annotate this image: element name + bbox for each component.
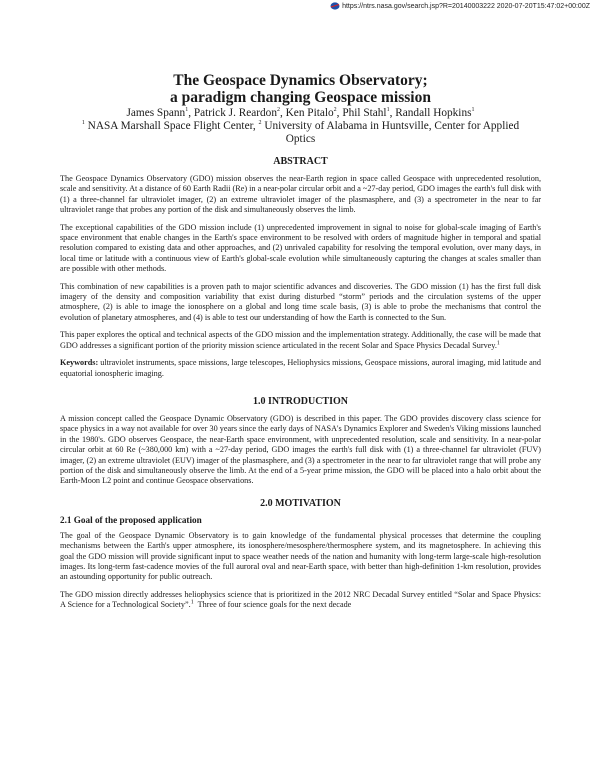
author-affil-mark: 1 [185, 107, 189, 114]
abstract-heading: ABSTRACT [273, 156, 328, 167]
paper-body [60, 72, 541, 611]
abstract-paragraph: This combination of new capabilities is a proven path to major scientific advances and discoveries. The GDO mission (1) has the first full disk imagery of the density and composition variability that exist during disturbed “storm” periods and the circulation systems of the upper atmosphere, (2) is able to image the ionosphere on a global and long time scale basis, (3) is able to probe the mechanisms that control the evolution of planetary atmospheres, and (4) is able to test our understanding of how the Earth is connected to the Sun. [60, 281, 541, 322]
motivation-p2-cont: Three of four science goals for the next decade [197, 600, 352, 610]
motivation-heading: 2.0 MOTIVATION [260, 497, 341, 509]
author-affil-mark: 1 [386, 107, 390, 114]
abstract-paragraph: The exceptional capabilities of the GDO mission include (1) unprecedented improvement in signal to noise for global-scale imaging of Earth's space environment that enable changes in the Earth's space environment to be resolved with orders of magnitude higher in temporal and spatial resolution compared to existing data and other approaches, and (2) unrivaled capability for resolving the temporal evolution, over many days, in local time or latitude with a continuous view of Earth's global-scale evolution while simultaneously capturing the changes at scales smaller than are possible with other methods. [60, 222, 541, 274]
intro-paragraph: A mission concept called the Geospace Dynamic Observatory (GDO) is described in this paper. The GDO provides discovery class science for space physics in a way not available for over 30 years since the early days of NASA's Dynamics Explorer and Sweden's Viking missions launched in the 1980's. GDO observes Geospace, the near-Earth space environment, with unprecedented resolution, scale and sensitivity. In a near-polar circular orbit at 60 Re (~380,000 km) with a ~27-day period, GDO images the earth's full disk with (1) a three-channel far ultraviolet (FUV) imager, (2) an extreme ultraviolet (EUV) imager of the plasmasphere, and (3) a spectrometer in the near to far ultraviolet range that will probe any portion of the disk and simultaneously observe the limb. At the end of a 5-year prime mission, the GDO will be placed into a halo orbit about the Earth-Moon L2 point and continue Geospace observations. [60, 413, 541, 486]
ntrs-url-text[interactable]: https://ntrs.nasa.gov/search.jsp?R=20140003222 2020-07-20T15:47:02+00:00Z [342, 2, 590, 10]
intro-heading: 1.0 INTRODUCTION [252, 395, 348, 407]
author-name: Phil Stahl [342, 107, 387, 119]
motivation-p2-text: The GDO mission directly addresses heliophysics science that is prioritized in the 2012 NRC Decadal Survey entitled “Solar and Space Physics: A Science for a Technological Society”. [60, 589, 541, 610]
ntrs-stamp [330, 2, 590, 10]
author-list: James Spann$^1$, Patrick J. Reardon$^2$, Ken Pitalo$^2$, Phil Stahl$^1$, Randall Hopkins$^1$ [126, 107, 475, 119]
author-affil-mark: 1 [471, 107, 475, 114]
affil-org: NASA Marshall Space Flight Center, [87, 120, 256, 132]
affiliations [60, 120, 541, 146]
abstract-p4-text: This paper explores the optical and technical aspects of the GDO mission and the implementation strategy. Additionally, the case will be made that GDO addresses a significant portion of the priority mission science articulated in the recent Solar and Space Physics Decadal Survey. [60, 330, 541, 350]
subsection-heading: 2.1 Goal of the proposed application [60, 514, 202, 525]
affil-org-cont: Optics [285, 133, 316, 145]
abstract-paragraph [60, 330, 541, 351]
keywords-label: Keywords: [60, 358, 99, 368]
reference-mark: 1 [190, 599, 194, 606]
author-name: Ken Pitalo [285, 107, 334, 119]
motivation-paragraph: The goal of the Geospace Dynamic Observatory is to gain knowledge of the fundamental physical processes that determine the coupling mechanisms between the Earth's upper atmosphere, its ionosphere/mesosphere/thermosphere system, and its magnetosphere. In achieving this goal the GDO mission will provide significant input to space weather needs of the nation and humanity with long-term large-scale high-resolution images. Its long-term fast-cadence movies of the full auroral oval and near-Earth space, with better than high-definition 1-km resolution, provides an astounding opportunity for public outreach. [60, 530, 541, 582]
affil-mark: 1 [81, 120, 85, 127]
reference-mark: 1 [496, 339, 500, 346]
paper-title [60, 72, 541, 106]
affil-mark: 2 [258, 120, 262, 127]
keywords [60, 358, 541, 379]
title-line-1: The Geospace Dynamics Observatory; [173, 72, 428, 89]
title-line-2: a paradigm changing Geospace mission [170, 89, 431, 106]
author-name: Randall Hopkins [395, 107, 472, 119]
author-name: James Spann [126, 107, 186, 119]
abstract-paragraph: The Geospace Dynamics Observatory (GDO) mission observes the near-Earth region in space called Geospace with unprecedented resolution, scale and sensitivity. At a distance of 60 Earth Radii (Re) in a near-polar circular orbit and a ~27-day period, GDO images the earth's full disk with (1) a three-channel far ultraviolet imager, (2) an extreme ultraviolet imager of the plasmasphere, and (3) a spectrometer in the near to far ultraviolet range that probes any portion of the disk and simultaneously observes the limb. [60, 174, 541, 215]
author-affil-mark: 2 [276, 107, 280, 114]
motivation-paragraph [60, 590, 541, 611]
author-affil-mark: 2 [333, 107, 337, 114]
affil-org: University of Alabama in Huntsville, Center for Applied [264, 120, 520, 132]
author-name: Patrick J. Reardon [193, 107, 277, 119]
keywords-text: ultraviolet instruments, space missions, large telescopes, Heliophysics missions, Geospace missions, auroral imaging, mid latitude and equatorial ionospheric imaging. [60, 358, 541, 378]
nasa-logo-icon [330, 2, 340, 10]
